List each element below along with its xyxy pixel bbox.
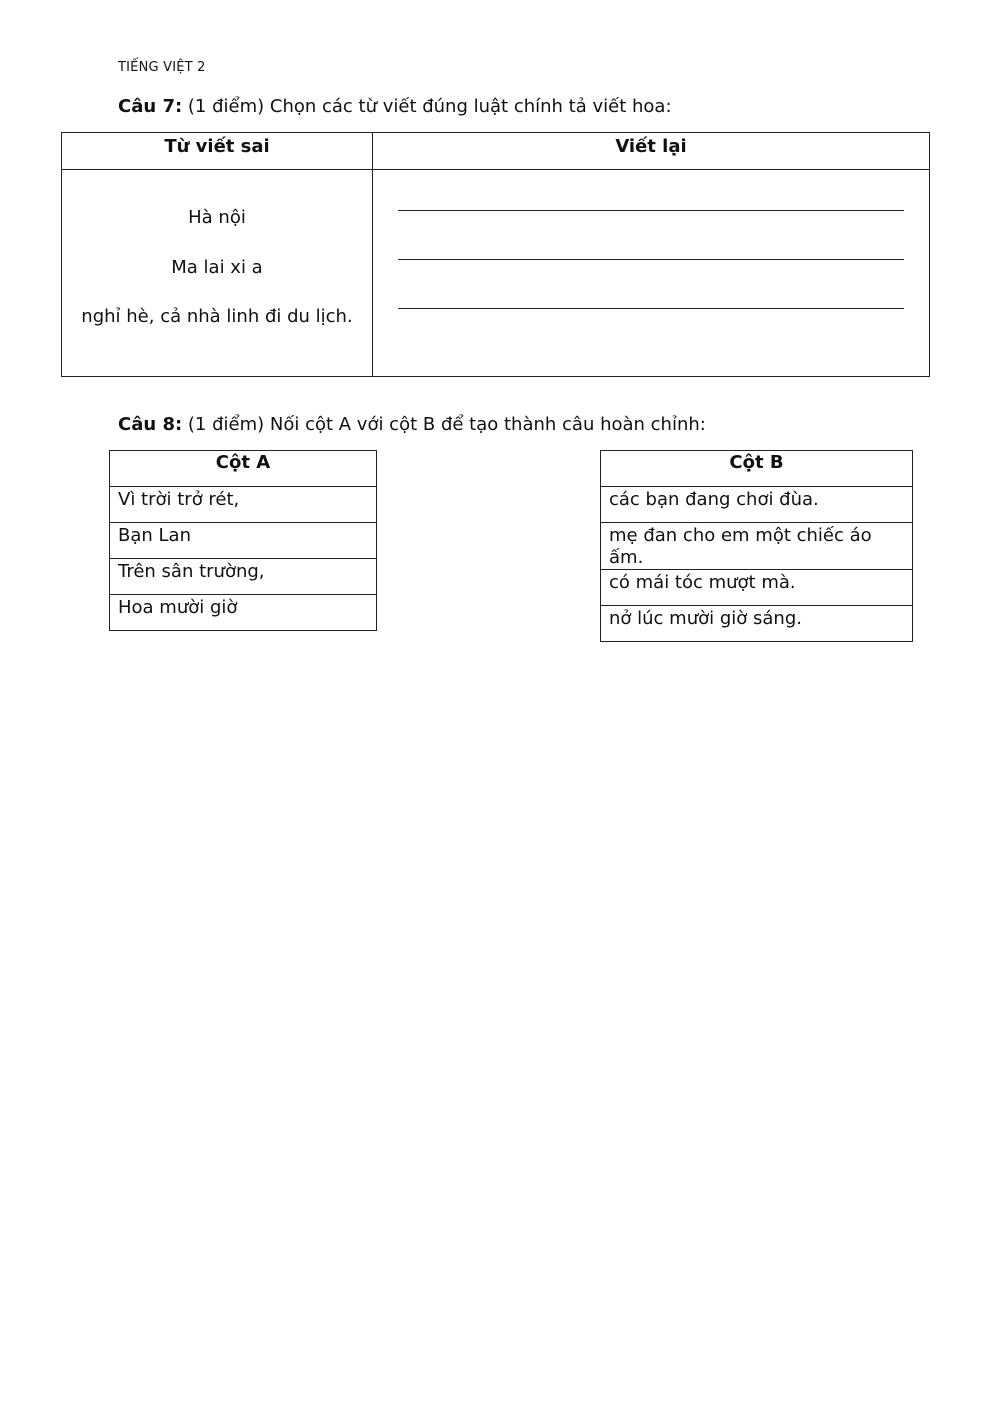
wrong-words-header: Từ viết sai <box>164 136 270 157</box>
column-b-item[interactable]: nở lúc mười giờ sáng. <box>601 606 913 642</box>
question-7 <box>118 96 672 117</box>
answer-line[interactable] <box>398 210 904 211</box>
question-8 <box>118 414 706 435</box>
question-8-label: Câu 8: <box>118 414 183 435</box>
column-b-item[interactable]: mẹ đan cho em một chiếc áo ấm. <box>601 523 913 570</box>
question-7-label: Câu 7: <box>118 96 183 117</box>
spelling-table <box>61 132 930 377</box>
column-a-header: Cột A <box>110 451 377 487</box>
question-8-text: (1 điểm) Nối cột A với cột B để tạo thành câu hoàn chỉnh: <box>182 414 706 435</box>
question-7-text: (1 điểm) Chọn các từ viết đúng luật chính tả viết hoa: <box>182 96 672 117</box>
wrong-word: Hà nội <box>188 207 246 228</box>
rewrite-header: Viết lại <box>615 136 687 157</box>
table-divider <box>62 169 929 170</box>
answer-line[interactable] <box>398 259 904 260</box>
wrong-word: nghỉ hè, cả nhà linh đi du lịch. <box>81 306 353 327</box>
wrong-word: Ma lai xi a <box>171 257 263 278</box>
column-b-table <box>600 450 913 642</box>
answer-line[interactable] <box>398 308 904 309</box>
page-header: TIẾNG VIỆT 2 <box>118 60 206 75</box>
column-a-item[interactable]: Hoa mười giờ <box>110 595 377 631</box>
column-a-item[interactable]: Bạn Lan <box>110 523 377 559</box>
column-b-header: Cột B <box>601 451 913 487</box>
column-a-table <box>109 450 377 631</box>
column-b-item[interactable]: các bạn đang chơi đùa. <box>601 487 913 523</box>
column-b-item[interactable]: có mái tóc mượt mà. <box>601 570 913 606</box>
column-a-item[interactable]: Vì trời trở rét, <box>110 487 377 523</box>
column-a-item[interactable]: Trên sân trường, <box>110 559 377 595</box>
